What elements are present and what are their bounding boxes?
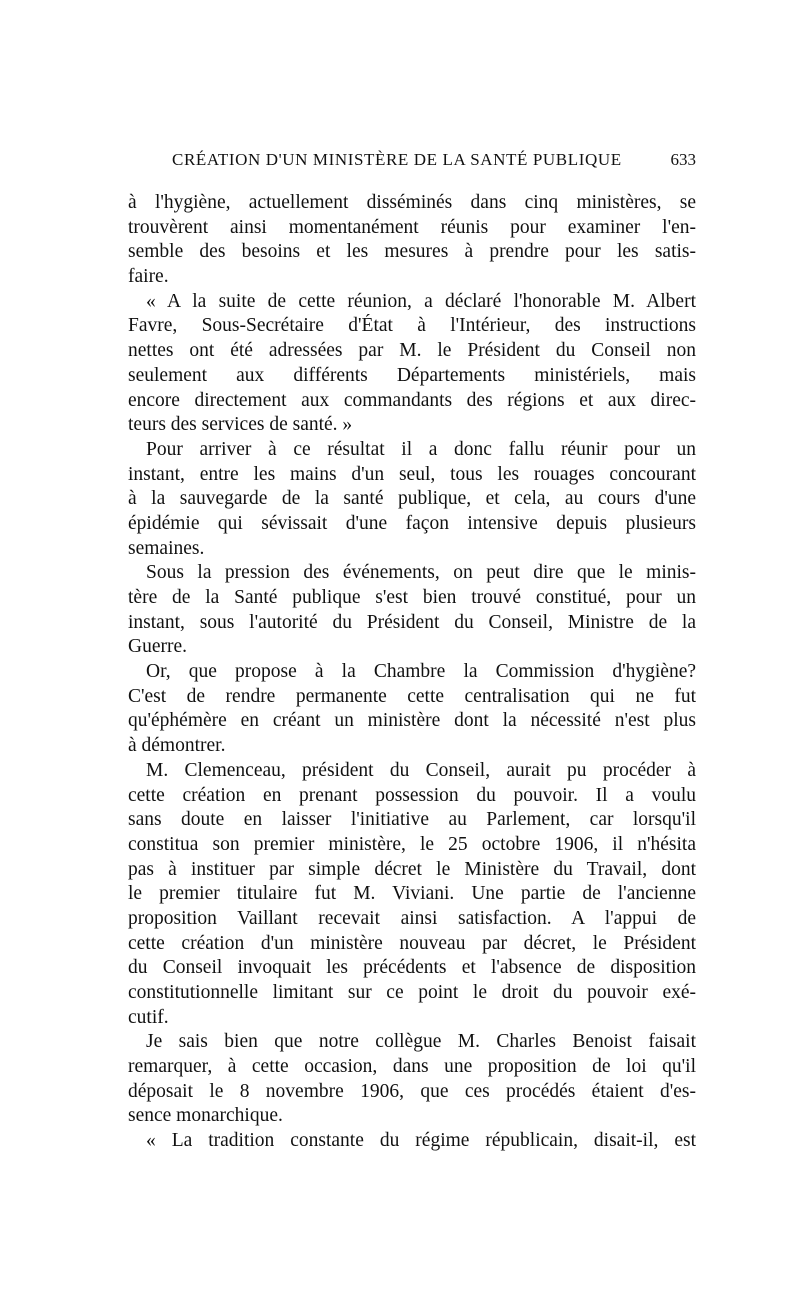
text-line: le premier titulaire fut M. Viviani. Une partie de l'ancienne bbox=[128, 883, 696, 905]
text-line: sence monarchique. bbox=[128, 1105, 283, 1127]
text-line: constitutionnelle limitant sur ce point le droit du pouvoir exé- bbox=[128, 982, 696, 1003]
text-line: tère de la Santé publique s'est bien trouvé constitué, pour un bbox=[128, 587, 696, 608]
text-line: du Conseil invoquait les précédents et l'absence de disposition bbox=[128, 957, 696, 979]
text-line: instant, sous l'autorité du Président du Conseil, Ministre de la bbox=[128, 611, 696, 633]
text-line: teurs des services de santé. » bbox=[128, 414, 353, 436]
text-line: proposition Vaillant recevait ainsi satisfaction. A l'appui de bbox=[128, 907, 696, 929]
text-line: nettes ont été adressées par M. le Président du Conseil non bbox=[128, 340, 696, 362]
text-line: M. Clemenceau, président du Conseil, aurait pu procéder à bbox=[146, 759, 696, 781]
body-text bbox=[128, 191, 696, 1154]
text-line: Or, que propose à la Chambre la Commission d'hygiène? bbox=[146, 661, 696, 683]
text-line: trouvèrent ainsi momentanément réunis pour examiner l'en- bbox=[128, 216, 696, 238]
text-line: pas à instituer par simple décret le Ministère du Travail, dont bbox=[128, 858, 696, 880]
text-line: à l'hygiène, actuellement disséminés dans cinq ministères, se bbox=[128, 192, 696, 213]
text-line: épidémie qui sévissait d'une façon intensive depuis plusieurs bbox=[128, 512, 696, 534]
text-line: faire. bbox=[128, 266, 169, 288]
text-line: Pour arriver à ce résultat il a donc fallu réunir pour un bbox=[146, 438, 696, 460]
text-line: constitua son premier ministère, le 25 octobre 1906, il n'hésita bbox=[128, 833, 696, 855]
text-line: cutif. bbox=[128, 1006, 169, 1028]
text-line: à démontrer. bbox=[128, 735, 226, 757]
text-line: remarquer, à cette occasion, dans une proposition de loi qu'il bbox=[128, 1056, 696, 1078]
text-line: Sous la pression des événements, on peut dire que le minis- bbox=[146, 562, 696, 584]
running-title: CRÉATION D'UN MINISTÈRE DE LA SANTÉ PUBLIQUE bbox=[172, 150, 622, 169]
text-line: « La tradition constante du régime républicain, disait-il, est bbox=[146, 1130, 696, 1152]
running-head bbox=[172, 150, 696, 180]
text-line: à la sauvegarde de la santé publique, et cela, au cours d'une bbox=[128, 488, 696, 510]
text-line: déposait le 8 novembre 1906, que ces procédés étaient d'es- bbox=[128, 1080, 696, 1102]
text-line: semble des besoins et les mesures à prendre pour les satis- bbox=[128, 241, 696, 263]
text-line: sans doute en laisser l'initiative au Parlement, car lorsqu'il bbox=[128, 809, 696, 831]
text-line: « A la suite de cette réunion, a déclaré l'honorable M. Albert bbox=[146, 290, 696, 312]
text-line: cette création d'un ministère nouveau par décret, le Président bbox=[128, 932, 696, 954]
text-line: encore directement aux commandants des régions et aux direc- bbox=[128, 389, 696, 411]
text-line: cette création en prenant possession du pouvoir. Il a voulu bbox=[128, 784, 696, 806]
text-line: qu'éphémère en créant un ministère dont la nécessité n'est plus bbox=[128, 710, 696, 732]
page-number: 633 bbox=[670, 150, 696, 169]
text-line: Favre, Sous-Secrétaire d'État à l'Intérieur, des instructions bbox=[128, 315, 696, 337]
text-line: instant, entre les mains d'un seul, tous les rouages concourant bbox=[128, 463, 696, 485]
text-line: Guerre. bbox=[128, 636, 188, 658]
text-line: Je sais bien que notre collègue M. Charles Benoist faisait bbox=[146, 1031, 696, 1053]
text-line: semaines. bbox=[128, 537, 205, 559]
text-line: seulement aux différents Départements ministériels, mais bbox=[128, 364, 696, 386]
text-line: C'est de rendre permanente cette centralisation qui ne fut bbox=[128, 685, 696, 707]
